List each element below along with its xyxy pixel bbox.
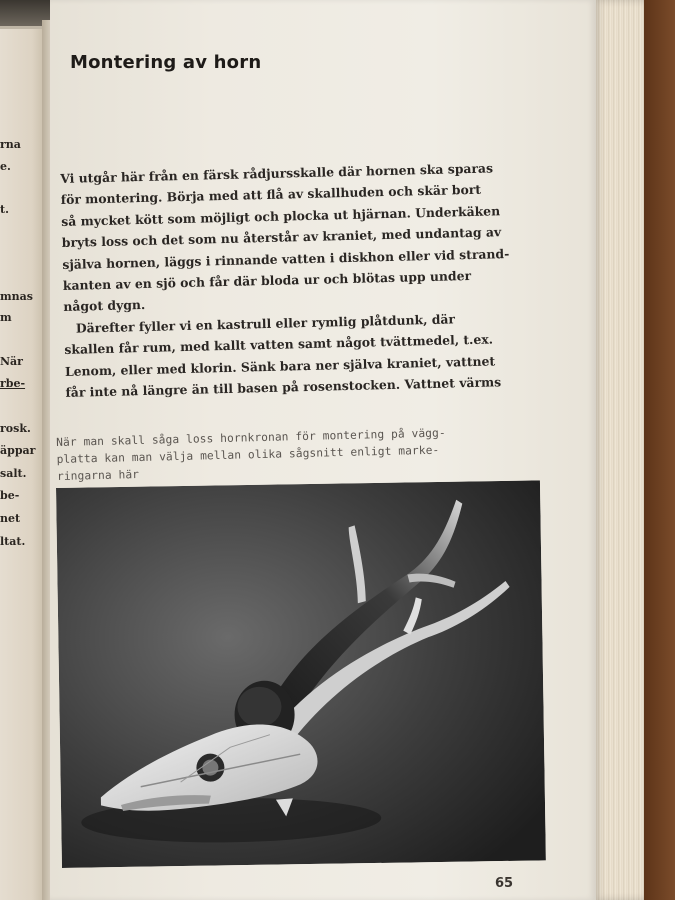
text-line: kanten av en sjö och får där bloda ur och blötas upp under xyxy=(62,268,472,293)
left-fragment: rna xyxy=(0,138,21,151)
left-fragment: salt. xyxy=(0,467,27,480)
text-line: Vi utgår här från en färsk rådjursskalle där hornen ska sparas xyxy=(60,160,494,186)
left-fragment: e. xyxy=(0,160,11,173)
body-paragraph xyxy=(60,156,566,404)
caption-line: ringarna här xyxy=(56,467,140,483)
text-line: så mycket kött som möjligt och plocka ut hjärnan. Underkäken xyxy=(61,203,501,229)
caption-line: När man skall såga loss hornkronan för montering på vägg- xyxy=(56,426,446,449)
caption-line: platta kan man välja mellan olika sågsnitt enligt marke- xyxy=(56,443,440,466)
left-fragment: net xyxy=(0,512,21,525)
text-line: skallen får rum, med kallt vatten samt något tvättmedel, t.ex. xyxy=(64,331,494,358)
text-line: får inte nå längre än till basen på rosenstocken. Vattnet värms xyxy=(65,374,502,400)
left-fragment: ltat. xyxy=(0,535,26,548)
antler-skull-photo xyxy=(56,480,546,868)
text-line: Lenom, eller med klorin. Sänk bara ner själva kraniet, vattnet xyxy=(64,353,496,379)
left-fragment: äppar xyxy=(0,444,36,457)
left-fragment: rbe- xyxy=(0,377,26,390)
page-edges xyxy=(592,0,644,900)
text-line: bryts loss och det som nu återstår av kraniet, med undantag av xyxy=(61,224,502,251)
left-fragment: be- xyxy=(0,489,20,502)
left-fragment: mnas xyxy=(0,290,33,303)
left-fragment: När xyxy=(0,355,23,368)
left-fragment: t. xyxy=(0,203,9,216)
skull-illustration xyxy=(56,480,546,868)
left-fragment: m xyxy=(0,311,12,324)
page-number: 65 xyxy=(495,876,514,891)
left-page xyxy=(0,20,46,900)
text-line: själva hornen, läggs i rinnande vatten i diskhon eller vid strand- xyxy=(62,245,510,272)
text-line: Därefter fyller vi en kastrull eller rymlig plåtdunk, där xyxy=(75,311,456,336)
text-line: för montering. Börja med att flå av skallhuden och skär bort xyxy=(60,182,482,208)
text-line: något dygn. xyxy=(63,297,146,315)
left-fragment: rosk. xyxy=(0,422,31,435)
page-title: Montering av horn xyxy=(70,52,262,73)
